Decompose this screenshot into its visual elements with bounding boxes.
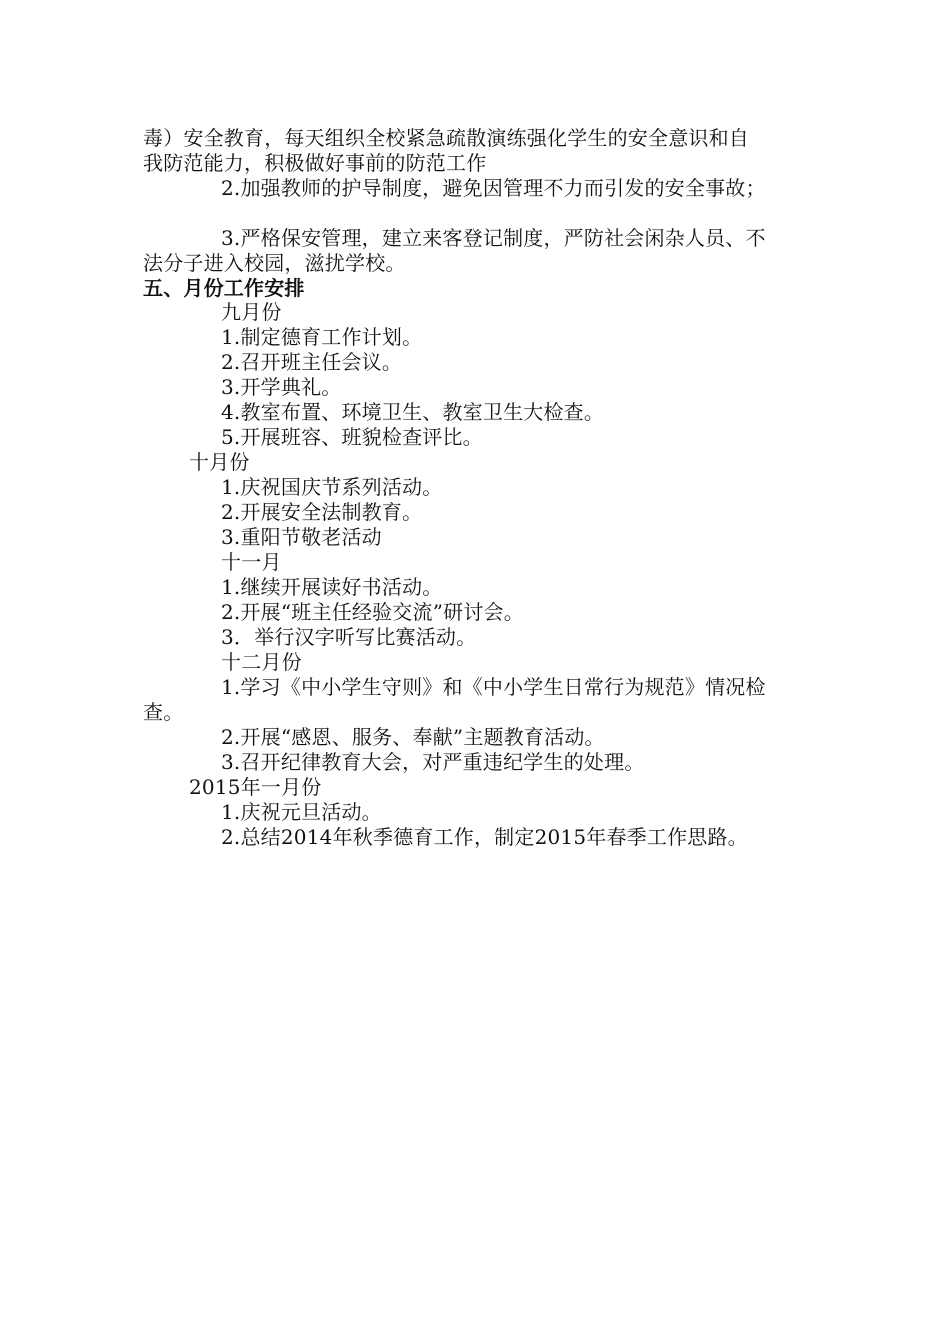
list-item: 1.继续开展读好书活动。	[221, 575, 443, 599]
list-item: 1.学习《中小学生守则》和《中小学生日常行为规范》情况检	[221, 675, 766, 699]
safety-item-3-line-1: 3.严格保安管理，建立来客登记制度，严防社会闲杂人员、不	[221, 226, 766, 250]
list-item: 2.召开班主任会议。	[221, 350, 403, 374]
section-heading: 五、月份工作安排	[143, 276, 305, 300]
list-item: 3．举行汉字听写比赛活动。	[221, 625, 477, 649]
list-item: 2.开展安全法制教育。	[221, 500, 423, 524]
safety-paragraph-line-2: 我防范能力，积极做好事前的防范工作	[143, 151, 487, 175]
month-heading-december: 十二月份	[221, 650, 302, 674]
list-item: 1.制定德育工作计划。	[221, 325, 423, 349]
list-item: 4.教室布置、环境卫生、教室卫生大检查。	[221, 400, 605, 424]
safety-item-2: 2.加强教师的护导制度，避免因管理不力而引发的安全事故；	[221, 176, 766, 200]
list-item: 2.开展“班主任经验交流”研讨会。	[221, 600, 524, 624]
list-item: 3.重阳节敬老活动	[221, 525, 382, 549]
list-item: 3.召开纪律教育大会，对严重违纪学生的处理。	[221, 750, 645, 774]
safety-paragraph-line-1: 毒）安全教育，每天组织全校紧急疏散演练强化学生的安全意识和自	[143, 126, 749, 150]
list-item: 5.开展班容、班貌检查评比。	[221, 425, 483, 449]
list-item: 2.开展“感恩、服务、奉献”主题教育活动。	[221, 725, 605, 749]
month-heading-january: 2015年一月份	[189, 775, 322, 799]
month-heading-october: 十月份	[189, 450, 250, 474]
month-heading-november: 十一月	[221, 550, 282, 574]
list-item: 1.庆祝元旦活动。	[221, 800, 382, 824]
list-item: 3.开学典礼。	[221, 375, 342, 399]
month-heading-september: 九月份	[221, 300, 282, 324]
list-item: 1.庆祝国庆节系列活动。	[221, 475, 443, 499]
safety-item-3-line-2: 法分子进入校园，滋扰学校。	[143, 251, 406, 275]
list-item: 2.总结2014年秋季德育工作，制定2015年春季工作思路。	[221, 825, 748, 849]
list-item-continuation: 查。	[143, 700, 184, 724]
